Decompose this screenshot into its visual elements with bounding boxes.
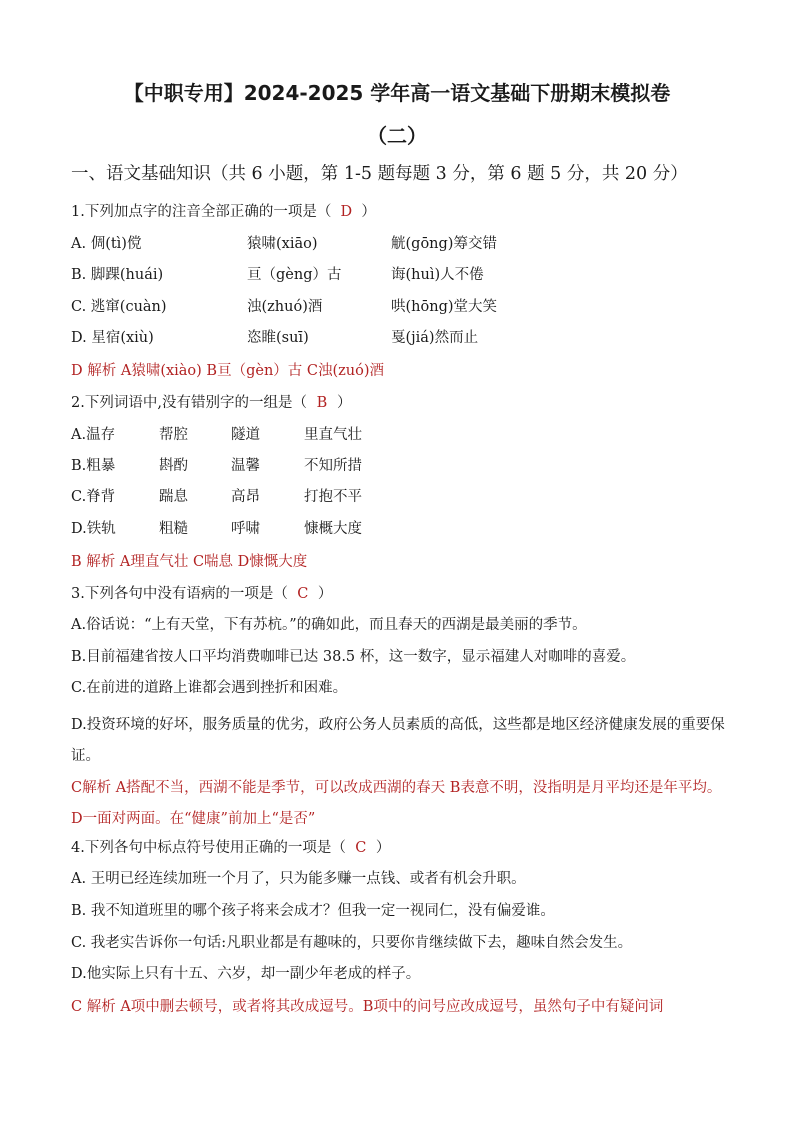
question-4-option-a: A. 王明已经连续加班一个月了，只为能多赚一点钱、或者有机会升职。 (71, 871, 526, 887)
question-4-stem: 4.下列各句中标点符号使用正确的一项是（ C ） (71, 840, 391, 856)
question-4-option-b: B. 我不知道班里的哪个孩子将来会成才？但我一定一视同仁，没有偏爱谁。 (71, 903, 555, 919)
question-3-answer: C (297, 586, 309, 602)
section-heading: 一、语文基础知识（共 6 小题，第 1-5 题每题 3 分，第 6 题 5 分，共 20 分） (71, 164, 688, 184)
question-2-stem: 2.下列词语中,没有错别字的一组是（ B ） (71, 395, 352, 411)
question-3-option-a: A.俗话说：“上有天堂，下有苏杭。”的确如此，而且春天的西湖是最美丽的季节。 (71, 617, 587, 633)
question-4-answer: C (355, 840, 367, 856)
question-4-option-c: C. 我老实告诉你一句话:凡职业都是有趣味的，只要你肯继续做下去，趣味自然会发生。 (71, 935, 633, 951)
question-1-answer: D (340, 204, 353, 220)
question-1-analysis: D 解析 A猿啸(xiào) B亘（gèn）古 C浊(zuó)酒 (71, 363, 385, 379)
question-3-stem: 3.下列各句中没有语病的一项是（ C ） (71, 586, 333, 602)
exam-title: 【中职专用】2024-2025 学年高一语文基础下册期末模拟卷 (123, 81, 671, 105)
exam-subtitle: （二） (367, 124, 427, 148)
question-4-option-d: D.他实际上只有十五、六岁，却一副少年老成的样子。 (71, 966, 421, 982)
question-3-analysis: C解析 A搭配不当，西湖不能是季节，可以改成西湖的春天 B表意不明，没指明是月平均还是年平均。 D一面对两面。在“健康”前加上“是否” (71, 780, 722, 827)
question-2-analysis: B 解析 A理直气壮 C喘息 D慷慨大度 (71, 554, 308, 570)
question-1-stem: 1.下列加点字的注音全部正确的一项是（ D ） (71, 204, 376, 220)
question-3-option-b: B.目前福建省按人口平均消费咖啡已达 38.5 杯，这一数字，显示福建人对咖啡的喜爱。 (71, 649, 636, 665)
question-3-option-c: C.在前进的道路上谁都会遇到挫折和困难。 (71, 680, 348, 696)
question-2-answer: B (316, 395, 328, 411)
question-4-analysis: C 解析 A项中删去顿号，或者将其改成逗号。B项中的问号应改成逗号，虽然句子中有疑问词 (71, 999, 664, 1015)
question-3-option-d: D.投资环境的好坏，服务质量的优劣，政府公务人员素质的高低，这些都是地区经济健康发展的重要保证。 (71, 717, 725, 764)
exam-page: 【中职专用】2024-2025 学年高一语文基础下册期末模拟卷 （二） 一、语文基础知识（共 6 小题，第 1-5 题每题 3 分，第 6 题 5 分，共 20 分） 1.下列加点字的注音全部正确的一项是（ D ） A. 倜(tì)傥 猿啸(xiāo) 觥(gōng)筹交错 B. 脚踝(huái) 亘（gèng）古 诲(huì)人不倦 C. 逃窜(cuàn) 浊(zhuó)酒 哄(hōng)堂大笑 D. 星宿(xiù) 恣睢(suī) 戛(jiá)然而止 D 解析 A猿啸(xiào) B亘（gèn）古 C浊(zuó)酒 2.下列词语中,没有错别字的一组是（ B ） A.温存 帮腔 隧道 里直气壮 B.粗暴 斟酌 温馨 不知所措 C.脊背 踹息 高昂 打抱不平 D.铁轨 粗糙 呼啸 慷概大度 B 解析 A理直气壮 C喘息 D慷慨大度 3.下列各句中没有语病的一项是（ C ） A.俗话说：“上有天堂，下有苏杭。”的确如此，而且春天的西湖是最美丽的季节。 B.目前福建省按人口平均消费咖啡已达 38.5 杯，这一数字，显示福建人对咖啡的喜爱。 C.在前进的道路上谁都会遇到挫折和困难。 D.投资环境的好坏，服务质量的优劣，政府公务人员素质的高低，这些都是地区经济健康发展的重要保证。 C解析 A搭配不当，西湖不能是季节，可以改成西湖的春天 B表意不明，没指明是月平均还是年平均。 D一面对两面。在“健康”前加上“是否” 4.下列各句中标点符号使用正确的一项是（ C ） A. 王明已经连续加班一个月了，只为能多赚一点钱、或者有机会升职。 B. 我不知道班里的哪个孩子将来会成才？但我一定一视同仁，没有偏爱谁。 C. 我老实告诉你一句话:凡职业都是有趣味的，只要你肯继续做下去，趣味自然会发生。 D.他实际上只有十五、六岁，却一副少年老成的样子。 C 解析 A项中删去顿号，或者将其改成逗号。B项中的问号应改成逗号，虽然句子中有疑问词 (0, 0, 794, 1123)
